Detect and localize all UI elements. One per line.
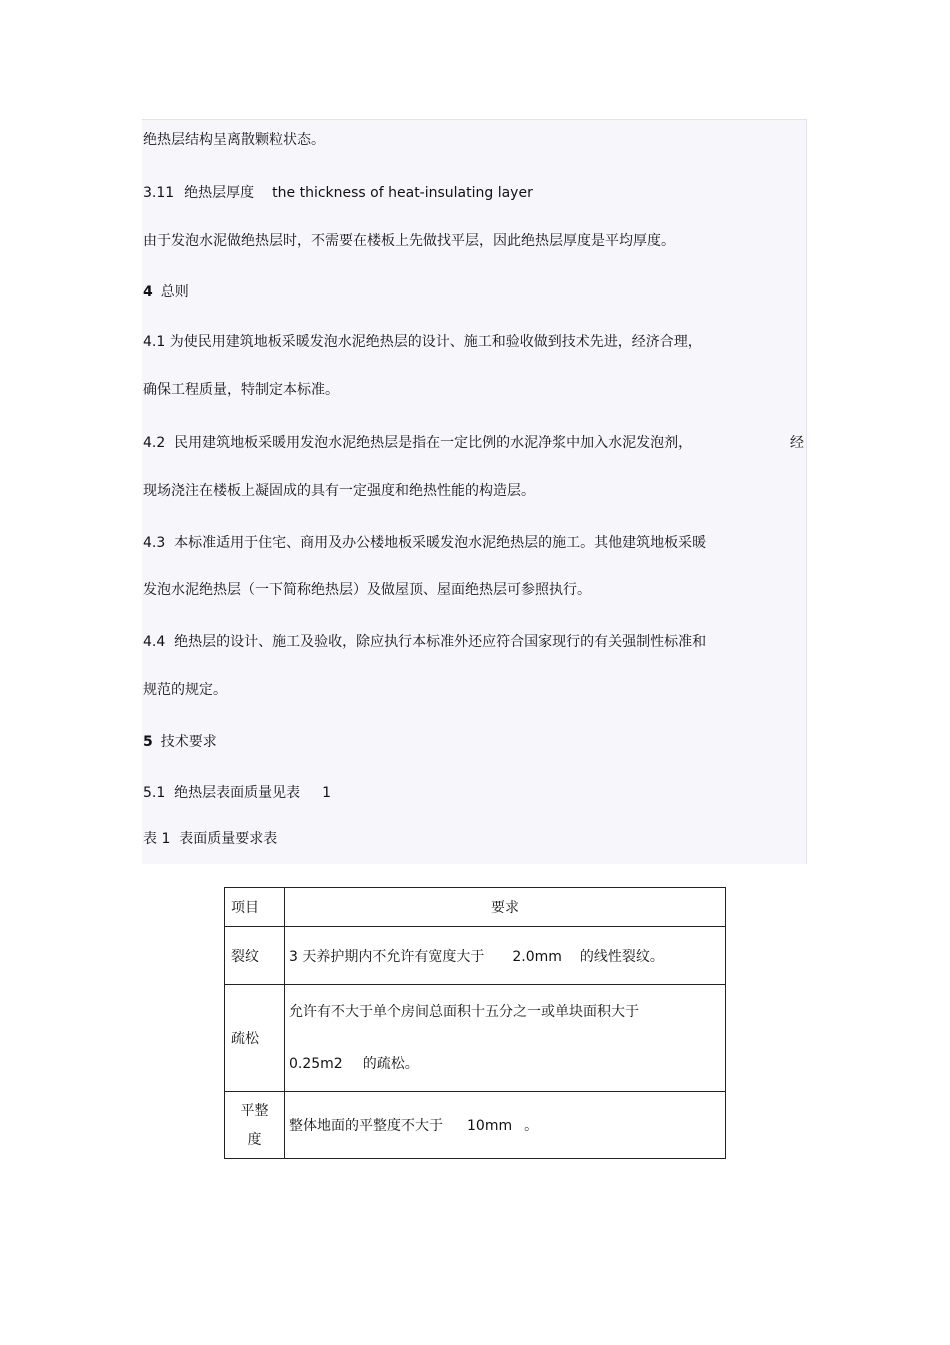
clause: 4.3 本标准适用于住宅、商用及办公楼地板采暖发泡水泥绝热层的施工。其他建筑地板采暖 bbox=[143, 535, 707, 551]
table-header-row bbox=[225, 888, 726, 927]
clause-trailing-char: 经 bbox=[790, 435, 804, 451]
paragraph: 由于发泡水泥做绝热层时，不需要在楼板上先做找平层，因此绝热层厚度是平均厚度。 bbox=[143, 233, 675, 249]
clause-continuation: 现场浇注在楼板上凝固成的具有一定强度和绝热性能的构造层。 bbox=[143, 483, 535, 499]
cell-requirement: 3 天养护期内不允许有宽度大于 2.0mm 的线性裂纹。 bbox=[285, 927, 726, 985]
clause-continuation: 确保工程质量，特制定本标准。 bbox=[143, 382, 339, 398]
clause: 4.4 绝热层的设计、施工及验收，除应执行本标准外还应符合国家现行的有关强制性标准和 bbox=[143, 634, 707, 650]
clause: 4.1 为使民用建筑地板采暖发泡水泥绝热层的设计、施工和验收做到技术先进，经济合理， bbox=[143, 334, 702, 350]
table-caption: 表 1 表面质量要求表 bbox=[143, 831, 278, 847]
table-row bbox=[225, 927, 726, 985]
table-row bbox=[225, 1092, 726, 1159]
cell-item: 疏松 bbox=[225, 985, 285, 1092]
header-cell-item: 项目 bbox=[225, 888, 285, 927]
cell-item: 平整 度 bbox=[225, 1092, 285, 1159]
clause-continuation: 发泡水泥绝热层（一下简称绝热层）及做屋顶、屋面绝热层可参照执行。 bbox=[143, 582, 591, 598]
paragraph: 绝热层结构呈离散颗粒状态。 bbox=[143, 132, 325, 148]
section-heading bbox=[143, 283, 189, 301]
section-heading bbox=[143, 733, 217, 751]
header-cell-requirement: 要求 bbox=[285, 888, 726, 927]
section-number: 5 bbox=[143, 734, 153, 750]
term-heading bbox=[143, 184, 533, 202]
cell-requirement: 整体地面的平整度不大于 10mm 。 bbox=[285, 1092, 726, 1159]
clause: 5.1 绝热层表面质量见表 1 bbox=[143, 785, 332, 801]
quality-requirements-table bbox=[224, 887, 726, 1159]
section-title: 技术要求 bbox=[160, 734, 217, 750]
clause: 4.2 民用建筑地板采暖用发泡水泥绝热层是指在一定比例的水泥净浆中加入水泥发泡剂， bbox=[143, 435, 693, 451]
term-number: 3.11 bbox=[143, 185, 175, 201]
table-row bbox=[225, 985, 726, 1092]
table-reference: 1 bbox=[322, 785, 332, 801]
clause-continuation: 规范的规定。 bbox=[143, 682, 227, 698]
term-title: 绝热层厚度 bbox=[184, 185, 255, 201]
cell-item: 裂纹 bbox=[225, 927, 285, 985]
term-english: the thickness of heat-insulating layer bbox=[272, 185, 533, 201]
section-number: 4 bbox=[143, 284, 153, 300]
cell-requirement: 允许有不大于单个房间总面积十五分之一或单块面积大于 0.25m2 的疏松。 bbox=[285, 985, 726, 1092]
section-title: 总则 bbox=[160, 284, 189, 300]
